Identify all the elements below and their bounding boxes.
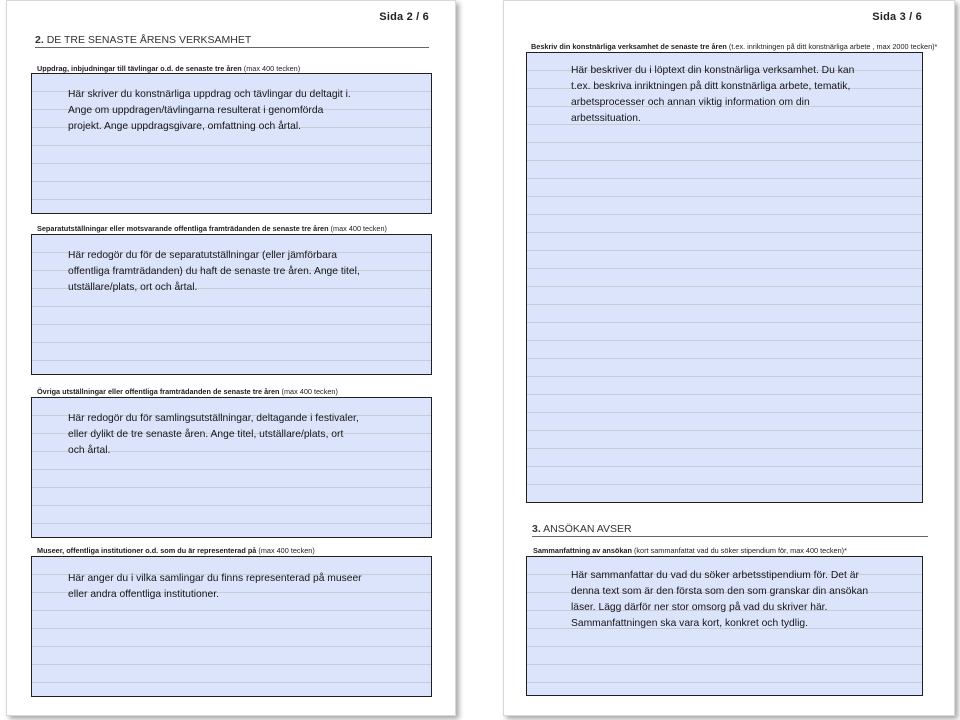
textarea-uppdrag[interactable] — [31, 73, 432, 214]
document-page-3 — [503, 0, 955, 716]
textarea-separatutstallningar[interactable] — [31, 234, 432, 375]
placeholder-text: Här sammanfattar du vad du söker arbetsstipendium för. Det är denna text som är den första som den som granskar din ansökan läser. Lägg därför ner stor omsorg på vad du skriver här. Sammanfattningen ska vara kort, konkret och tydlig. — [571, 570, 869, 629]
section-heading — [35, 34, 429, 48]
field-label-sammanfattning: Sammanfattning av ansökan (kort sammanfattat vad du söker stipendium för, max 400 tecken)* — [533, 546, 847, 555]
field-label-beskriv-verksamhet: Beskriv din konstnärliga verksamhet de senaste tre åren (t.ex. inriktningen på ditt konstnärliga arbete , max 2000 tecken)* — [531, 42, 938, 51]
document-page-2 — [6, 0, 456, 716]
section-number: 3. — [532, 523, 541, 535]
placeholder-text: Här redogör du för de separatutställningar (eller jämförbara offentliga framträdanden) du haft de senaste tre åren. Ange titel, utställare/plats, ort och årtal. — [68, 250, 360, 293]
section-title: ANSÖKAN AVSER — [543, 523, 632, 535]
section-number: 2. — [35, 34, 44, 46]
field-label-ovriga-utstallningar: Övriga utställningar eller offentliga framträdanden de senaste tre åren (max 400 tecken) — [37, 387, 338, 396]
field-label-separatutstallningar: Separatutställningar eller motsvarande offentliga framträdanden de senaste tre åren (max 400 tecken) — [37, 224, 387, 233]
textarea-beskriv-verksamhet[interactable] — [526, 52, 923, 503]
textarea-ovriga-utstallningar[interactable] — [31, 397, 432, 538]
section-heading — [532, 523, 928, 537]
textarea-sammanfattning[interactable] — [526, 556, 923, 696]
field-label-museer: Museer, offentliga institutioner o.d. som du är representerad på (max 400 tecken) — [37, 546, 315, 555]
textarea-museer[interactable] — [31, 556, 432, 697]
field-label-uppdrag: Uppdrag, inbjudningar till tävlingar o.d. de senaste tre åren (max 400 tecken) — [37, 64, 301, 73]
placeholder-text: Här skriver du konstnärliga uppdrag och tävlingar du deltagit i. Ange om uppdragen/tävlingarna resulterat i genomförda projekt. Ange uppdragsgivare, omfattning och årtal. — [68, 89, 351, 132]
placeholder-text: Här beskriver du i löptext din konstnärliga verksamhet. Du kan t.ex. beskriva inriktningen på ditt konstnärliga arbete, tematik, arbetsprocesser och annan viktig information om din arbetssituation. — [571, 65, 855, 124]
placeholder-text: Här redogör du för samlingsutställningar, deltagande i festivaler, eller dylikt de tre senaste åren. Ange titel, utställare/plats, ort och årtal. — [68, 413, 359, 456]
section-title: DE TRE SENASTE ÅRENS VERKSAMHET — [46, 34, 252, 46]
placeholder-text: Här anger du i vilka samlingar du finns representerad på museer eller andra offentliga institutioner. — [68, 573, 362, 600]
page-number: Sida 2 / 6 — [379, 11, 429, 23]
page-number: Sida 3 / 6 — [872, 11, 922, 23]
